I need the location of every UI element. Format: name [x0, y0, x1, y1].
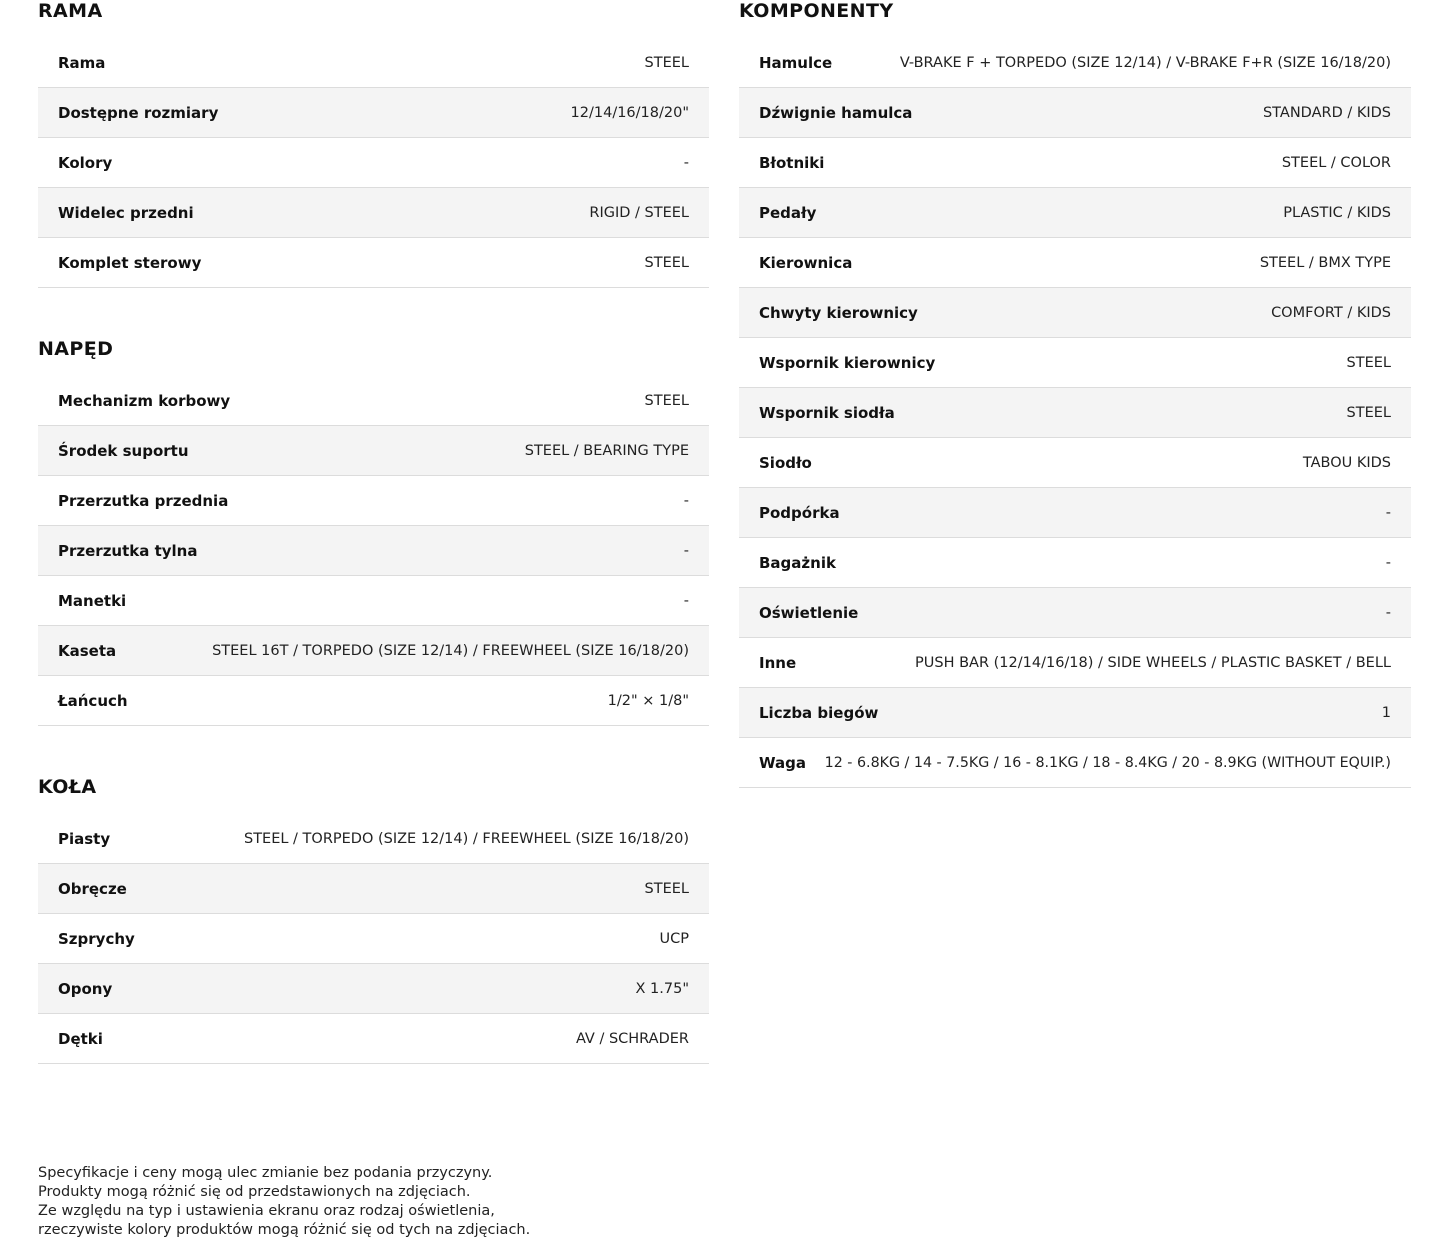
spec-row-opony [38, 964, 709, 1014]
spec-row-liczba-biegow [739, 688, 1411, 738]
spec-row-kaseta [38, 626, 709, 676]
spec-label: Opony [58, 979, 113, 998]
spec-value: STEEL [644, 392, 689, 409]
spec-row-chwyty-kierownicy [739, 288, 1411, 338]
spec-row-rama [38, 38, 709, 88]
spec-row-wspornik-kierownicy [739, 338, 1411, 388]
spec-table-rama [38, 38, 709, 288]
spec-row-mechanizm-korbowy [38, 376, 709, 426]
spec-value: V-BRAKE F + TORPEDO (SIZE 12/14) / V-BRAKE F+R (SIZE 16/18/20) [899, 54, 1391, 71]
spec-row-manetki [38, 576, 709, 626]
right-column [739, 0, 1411, 788]
spec-label: Komplet sterowy [58, 253, 202, 272]
spec-value: STEEL / BEARING TYPE [524, 442, 689, 459]
spec-row-widelec-przedni [38, 188, 709, 238]
spec-label: Chwyty kierownicy [759, 303, 918, 322]
spec-value: - [683, 592, 689, 609]
section-komponenty [739, 0, 1411, 788]
section-title-rama: RAMA [38, 0, 103, 22]
spec-value: 1/2" × 1/8" [607, 692, 689, 709]
spec-value: TABOU KIDS [1302, 454, 1391, 471]
spec-row-kolory [38, 138, 709, 188]
spec-row-oswietlenie [739, 588, 1411, 638]
spec-label: Dostępne rozmiary [58, 103, 219, 122]
spec-label: Rama [58, 53, 106, 72]
spec-value: STEEL 16T / TORPEDO (SIZE 12/14) / FREEWHEEL (SIZE 16/18/20) [212, 642, 689, 659]
spec-row-wspornik-siodla [739, 388, 1411, 438]
spec-label: Waga [759, 753, 806, 772]
spec-label: Obręcze [58, 879, 127, 898]
section-title-komponenty: KOMPONENTY [739, 0, 894, 22]
disclaimer-line: Specyfikacje i ceny mogą ulec zmianie bez podania przyczyny. [38, 1165, 493, 1181]
spec-label: Przerzutka przednia [58, 491, 229, 510]
spec-value: - [683, 492, 689, 509]
spec-row-srodek-suportu [38, 426, 709, 476]
spec-label: Hamulce [759, 53, 833, 72]
spec-value: - [1385, 604, 1391, 621]
spec-label: Siodło [759, 453, 812, 472]
disclaimer-line: Produkty mogą różnić się od przedstawionych na zdjęciach. [38, 1184, 471, 1200]
spec-row-waga [739, 738, 1411, 788]
spec-value: PUSH BAR (12/14/16/18) / SIDE WHEELS / PLASTIC BASKET / BELL [915, 654, 1391, 671]
spec-label: Pedały [759, 203, 817, 222]
spec-row-bagaznik [739, 538, 1411, 588]
spec-label: Liczba biegów [759, 703, 879, 722]
spec-value: 12 - 6.8KG / 14 - 7.5KG / 16 - 8.1KG / 18 - 8.4KG / 20 - 8.9KG (WITHOUT EQUIP.) [824, 754, 1391, 771]
spec-value: STEEL / COLOR [1281, 154, 1391, 171]
spec-value: STEEL [644, 254, 689, 271]
spec-row-dzwignie-hamulca [739, 88, 1411, 138]
spec-value: PLASTIC / KIDS [1283, 204, 1391, 221]
spec-value: STANDARD / KIDS [1262, 104, 1391, 121]
spec-value: STEEL / BMX TYPE [1259, 254, 1391, 271]
spec-label: Dętki [58, 1029, 103, 1048]
spec-label: Kolory [58, 153, 113, 172]
spec-value: 1 [1381, 704, 1391, 721]
spec-row-podporka [739, 488, 1411, 538]
spec-row-hamulce [739, 38, 1411, 88]
spec-label: Manetki [58, 591, 127, 610]
spec-value: STEEL [644, 880, 689, 897]
spec-value: - [1385, 554, 1391, 571]
spec-row-blotniki [739, 138, 1411, 188]
spec-label: Dźwignie hamulca [759, 103, 913, 122]
spec-label: Błotniki [759, 153, 825, 172]
spec-label: Wspornik siodła [759, 403, 895, 422]
spec-table-kola [38, 814, 709, 1064]
spec-value: STEEL [1346, 404, 1391, 421]
spec-value: - [683, 154, 689, 171]
spec-value: X 1.75" [635, 980, 689, 997]
spec-row-siodlo [739, 438, 1411, 488]
spec-label: Piasty [58, 829, 111, 848]
section-kola [38, 776, 709, 1064]
spec-row-szprychy [38, 914, 709, 964]
spec-label: Kaseta [58, 641, 117, 660]
spec-table-naped [38, 376, 709, 726]
spec-label: Łańcuch [58, 691, 128, 710]
spec-row-lancuch [38, 676, 709, 726]
spec-label: Mechanizm korbowy [58, 391, 231, 410]
spec-label: Podpórka [759, 503, 840, 522]
spec-value: STEEL [644, 54, 689, 71]
section-title-kola: KOŁA [38, 776, 97, 798]
spec-label: Szprychy [58, 929, 135, 948]
section-title-naped: NAPĘD [38, 338, 114, 360]
spec-row-przerzutka-tylna [38, 526, 709, 576]
spec-row-obrecze [38, 864, 709, 914]
spec-value: STEEL [1346, 354, 1391, 371]
spec-row-kierownica [739, 238, 1411, 288]
spec-label: Kierownica [759, 253, 853, 272]
disclaimer-line: Ze względu na typ i ustawienia ekranu oraz rodzaj oświetlenia, [38, 1203, 495, 1219]
spec-value: - [683, 542, 689, 559]
spec-label: Wspornik kierownicy [759, 353, 936, 372]
spec-row-pedaly [739, 188, 1411, 238]
spec-row-piasty [38, 814, 709, 864]
spec-row-przerzutka-przednia [38, 476, 709, 526]
spec-row-dostepne-rozmiary [38, 88, 709, 138]
spec-value: STEEL / TORPEDO (SIZE 12/14) / FREEWHEEL (SIZE 16/18/20) [243, 830, 689, 847]
spec-label: Inne [759, 653, 797, 672]
spec-row-detki [38, 1014, 709, 1064]
spec-table-komponenty [739, 38, 1411, 788]
section-naped [38, 338, 709, 726]
disclaimer-line: rzeczywiste kolory produktów mogą różnić się od tych na zdjęciach. [38, 1222, 531, 1238]
spec-value: AV / SCHRADER [575, 1030, 689, 1047]
spec-value: - [1385, 504, 1391, 521]
section-rama [38, 0, 709, 288]
spec-label: Przerzutka tylna [58, 541, 198, 560]
spec-label: Środek suportu [58, 441, 189, 460]
spec-value: RIGID / STEEL [589, 204, 689, 221]
spec-value: 12/14/16/18/20" [570, 104, 689, 121]
spec-label: Bagażnik [759, 553, 836, 572]
spec-value: UCP [659, 930, 689, 947]
spec-value: COMFORT / KIDS [1271, 304, 1391, 321]
spec-label: Oświetlenie [759, 603, 859, 622]
disclaimer-footer [38, 1164, 530, 1240]
spec-row-komplet-sterowy [38, 238, 709, 288]
spec-row-inne [739, 638, 1411, 688]
spec-label: Widelec przedni [58, 203, 194, 222]
